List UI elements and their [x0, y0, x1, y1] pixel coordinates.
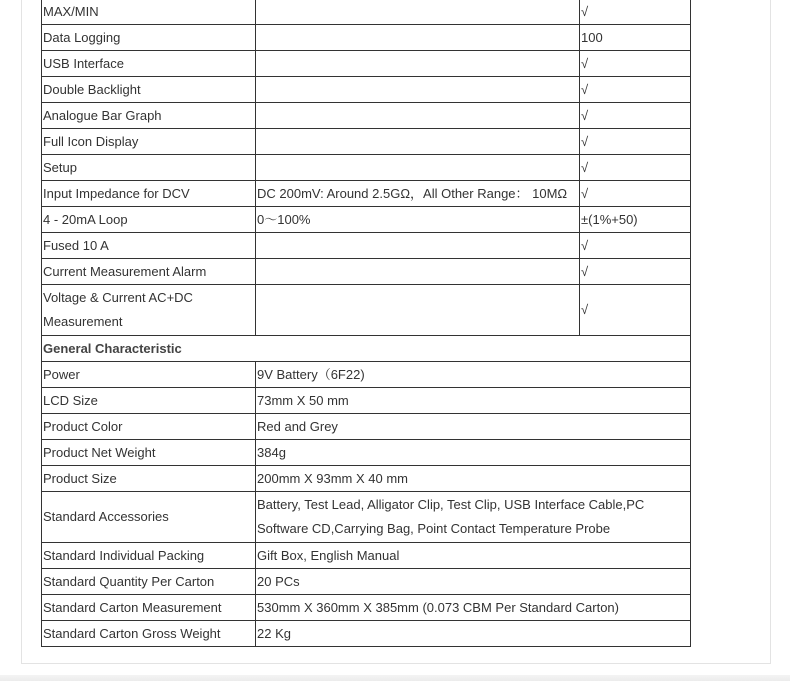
function-value: √ — [580, 0, 691, 25]
table-row — [42, 181, 691, 207]
characteristic-value: 530mm X 360mm X 385mm (0.073 CBM Per Standard Carton) — [256, 595, 691, 621]
function-name: MAX/MIN — [42, 0, 256, 25]
table-row — [42, 259, 691, 285]
function-value: ±(1%+50) — [580, 207, 691, 233]
table-row — [42, 51, 691, 77]
page-bottom-edge — [0, 675, 790, 681]
function-value: √ — [580, 155, 691, 181]
characteristic-value: Red and Grey — [256, 414, 691, 440]
characteristic-label: Standard Carton Measurement — [42, 595, 256, 621]
characteristic-value: Battery, Test Lead, Alligator Clip, Test Clip, USB Interface Cable,PC Software CD,Carrying Bag, Point Contact Temperature Probe — [256, 492, 691, 543]
function-name: USB Interface — [42, 51, 256, 77]
table-row — [42, 77, 691, 103]
function-range — [256, 233, 580, 259]
characteristic-label: Standard Individual Packing — [42, 543, 256, 569]
table-row — [42, 621, 691, 647]
function-name: Input Impedance for DCV — [42, 181, 256, 207]
function-value: 100 — [580, 25, 691, 51]
function-name: Current Measurement Alarm — [42, 259, 256, 285]
characteristic-label: LCD Size — [42, 388, 256, 414]
function-value: √ — [580, 259, 691, 285]
function-name: Fused 10 A — [42, 233, 256, 259]
function-name: Double Backlight — [42, 77, 256, 103]
table-row — [42, 0, 691, 25]
characteristic-value: 22 Kg — [256, 621, 691, 647]
characteristic-label: Product Color — [42, 414, 256, 440]
function-value: √ — [580, 77, 691, 103]
table-row — [42, 129, 691, 155]
function-name: Data Logging — [42, 25, 256, 51]
characteristic-label: Product Size — [42, 466, 256, 492]
table-row — [42, 362, 691, 388]
section-heading-row — [42, 336, 691, 362]
function-range — [256, 285, 580, 336]
function-value: √ — [580, 181, 691, 207]
table-row — [42, 155, 691, 181]
characteristic-label: Product Net Weight — [42, 440, 256, 466]
function-name: Setup — [42, 155, 256, 181]
characteristic-value: 384g — [256, 440, 691, 466]
table-row — [42, 492, 691, 543]
function-name: Analogue Bar Graph — [42, 103, 256, 129]
characteristic-label: Standard Quantity Per Carton — [42, 569, 256, 595]
table-row — [42, 233, 691, 259]
table-row — [42, 569, 691, 595]
function-range — [256, 51, 580, 77]
function-name: 4 - 20mA Loop — [42, 207, 256, 233]
characteristic-label: Power — [42, 362, 256, 388]
function-range — [256, 25, 580, 51]
table-row — [42, 207, 691, 233]
characteristic-label: Standard Accessories — [42, 492, 256, 543]
function-range — [256, 259, 580, 285]
characteristic-value: 20 PCs — [256, 569, 691, 595]
function-range — [256, 77, 580, 103]
characteristic-value: 73mm X 50 mm — [256, 388, 691, 414]
table-row — [42, 543, 691, 569]
table-row — [42, 25, 691, 51]
section-heading: General Characteristic — [42, 336, 691, 362]
characteristic-value: 9V Battery（6F22) — [256, 362, 691, 388]
function-range: 0～100% — [256, 207, 580, 233]
table-row — [42, 414, 691, 440]
function-value: √ — [580, 129, 691, 155]
table-row — [42, 595, 691, 621]
table-row — [42, 103, 691, 129]
function-range — [256, 129, 580, 155]
table-row — [42, 440, 691, 466]
function-value: √ — [580, 285, 691, 336]
function-range — [256, 0, 580, 25]
function-name: Full Icon Display — [42, 129, 256, 155]
function-value: √ — [580, 233, 691, 259]
function-range — [256, 103, 580, 129]
characteristic-label: Standard Carton Gross Weight — [42, 621, 256, 647]
table-row — [42, 388, 691, 414]
characteristic-value: Gift Box, English Manual — [256, 543, 691, 569]
table-row — [42, 285, 691, 336]
table-row — [42, 466, 691, 492]
function-range: DC 200mV: Around 2.5GΩ，All Other Range： 10MΩ — [256, 181, 580, 207]
function-name: Voltage & Current AC+DC Measurement — [42, 285, 256, 336]
function-range — [256, 155, 580, 181]
function-value: √ — [580, 51, 691, 77]
function-value: √ — [580, 103, 691, 129]
characteristic-value: 200mm X 93mm X 40 mm — [256, 466, 691, 492]
specification-table — [41, 0, 691, 647]
